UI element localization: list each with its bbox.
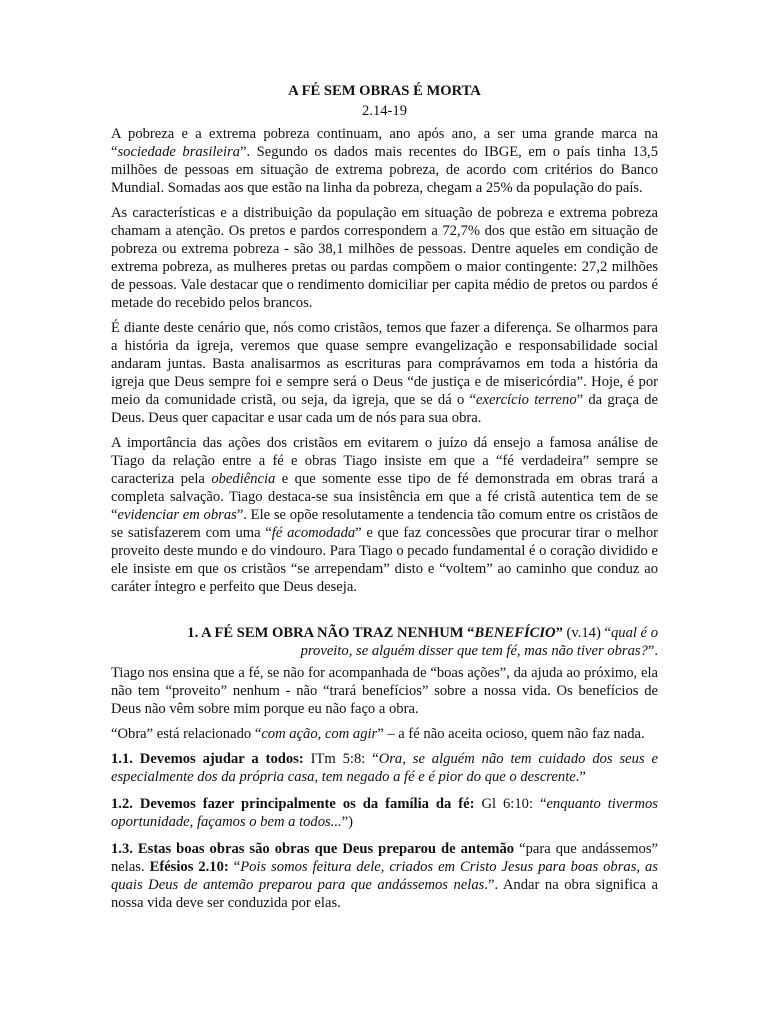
paragraph-3: [111, 319, 658, 427]
text: ”. Segundo os dados mais recentes do IBGE, em o país tinha 13,5 milhões de pessoas em situação de extrema pobreza, de acordo com critérios do Banco Mundial. Somadas aos que estão na linha da pobreza, chegam a 25% da população do país.: [111, 144, 659, 196]
paragraph-1: [111, 125, 658, 197]
text: A pobreza e a extrema pobreza continuam, ano após ano, a ser uma grande marca na “: [111, 126, 658, 160]
text: É diante deste cenário que, nós como cristãos, temos que fazer a diferença. Se olharmos para a história da igreja, veremos que quase sempre evangelização e responsabilidade social andaram juntas. Basta analisarmos as escrituras para comprávamos em toda a história da igreja que Deus sempre foi e sempre será o Deus “de justiça e de misericórdia”. Hoje, é por meio da comunidade cristã, ou seja, da igreja, que se dá o “: [111, 320, 658, 408]
text: ”.: [647, 643, 658, 659]
text: “Obra” está relacionado “: [111, 726, 262, 742]
page-title: A FÉ SEM OBRAS É MORTA: [288, 83, 481, 99]
italic-text: exercício terreno: [476, 392, 577, 408]
italic-text: fé acomodada: [271, 525, 356, 541]
section-line-2: [153, 642, 658, 660]
paragraph-5: Tiago nos ensina que a fé, se não for acompanhada de “boas ações”, da ajuda ao próximo, ela não tem “proveito” nenhum - não “trará benefícios” sobre a nossa vida. Os benefícios de Deus não vêm sobre mim porque eu não faço a obra.: [111, 665, 658, 717]
text: ” e que faz concessões que procurar tirar o melhor proveito deste mundo e do vindouro. Para Tiago o pecado fundamental é o coração dividido e ele insiste em que os cristãos “se arrependam” disto e “voltem” ao caminho que conduz ao caráter íntegro e perfeito que Deus deseja.: [111, 525, 658, 595]
text: ” – a fé não aceita ocioso, quem não faz nada.: [377, 726, 645, 742]
section-line-1: [187, 625, 658, 641]
subsection-1-3: [111, 840, 658, 912]
subsection-1-2: [111, 795, 658, 831]
scripture-reference: 2.14-19: [362, 103, 407, 119]
paragraph-2: As características e a distribuição da população em situação de pobreza e extrema pobreza chamam a atenção. Os pretos e pardos correspondem a 72,7% dos que estão em situação de pobreza ou extrema pobreza - são 38,1 milhões de pessoas. Dentre aqueles em condição de extrema pobreza, as mulheres pretas ou pardas compõem o maior contingente: 27,2 milhões de pessoas. Vale destacar que o rendimento domiciliar per capita médio de pretos ou pardos é metade do recebido pelos brancos.: [111, 205, 658, 311]
bold-text: Efésios 2.10:: [149, 859, 229, 875]
italic-text: enquanto tivermos oportunidade, façamos o bem a todos...: [111, 796, 658, 830]
bold-text: 1.2. Devemos fazer principalmente os da família da fé:: [111, 796, 475, 812]
text: .”. Andar na obra significa a nossa vida deve ser conduzida por elas.: [111, 877, 659, 911]
paragraph-4: [111, 434, 658, 596]
italic-text: Ora, se alguém não tem cuidado dos seus e especialmente dos da própria casa, tem negado a fé e é pior do que o descrente: [111, 751, 658, 785]
text: (v.14) “: [562, 625, 611, 641]
italic-text: com ação, com agir: [261, 726, 378, 742]
paragraph-6: [111, 725, 658, 743]
bold-italic-text: BENEFÍCIO: [474, 625, 556, 641]
italic-text: qual é o: [610, 625, 658, 641]
italic-text: evidenciar em obras: [117, 507, 237, 523]
bold-text: 1.1. Devemos ajudar a todos:: [111, 751, 304, 767]
text: ”): [341, 814, 353, 830]
bold-text: 1.3. Estas boas obras são obras que Deus preparou de antemão: [111, 841, 515, 857]
text: “para que andássemos” nelas.: [111, 841, 658, 875]
italic-text: sociedade brasileira: [117, 144, 240, 160]
text: e que somente esse tipo de fé demonstrada em obras trará a completa salvação. Tiago destaca-se sua insistência em que a fé cristã autentica tem de se “: [111, 471, 658, 523]
section-heading-1: [111, 624, 658, 660]
text: A importância das ações dos cristãos em evitarem o juízo dá ensejo a famosa análise de Tiago da relação entre a fé e obras Tiago insiste em que a “fé verdadeira” sempre se caracteriza pela: [111, 435, 658, 487]
italic-text: obediência: [211, 471, 276, 487]
text: ITm 5:8: “: [303, 751, 379, 767]
bold-text: 1. A FÉ SEM OBRA NÃO TRAZ NENHUM “: [187, 625, 475, 641]
text: ”. Ele se opõe resolutamente a tendencia tão comum entre os cristãos de se satisfazerem com uma “: [111, 507, 659, 541]
text: Gl 6:10: “: [474, 796, 547, 812]
text: ” da graça de Deus. Deus quer capacitar e usar cada um de nós para sua obra.: [111, 392, 659, 426]
subsection-1-1: [111, 750, 658, 786]
text: .”: [575, 769, 586, 785]
text: “: [228, 859, 241, 875]
italic-text: Pois somos feitura dele, criados em Cristo Jesus para boas obras, as quais Deus de antemão preparou para que andássemos nelas: [111, 859, 658, 893]
italic-text: proveito, se alguém disser que tem fé, mas não tiver obras?: [300, 643, 648, 659]
bold-text: ”: [555, 625, 563, 641]
